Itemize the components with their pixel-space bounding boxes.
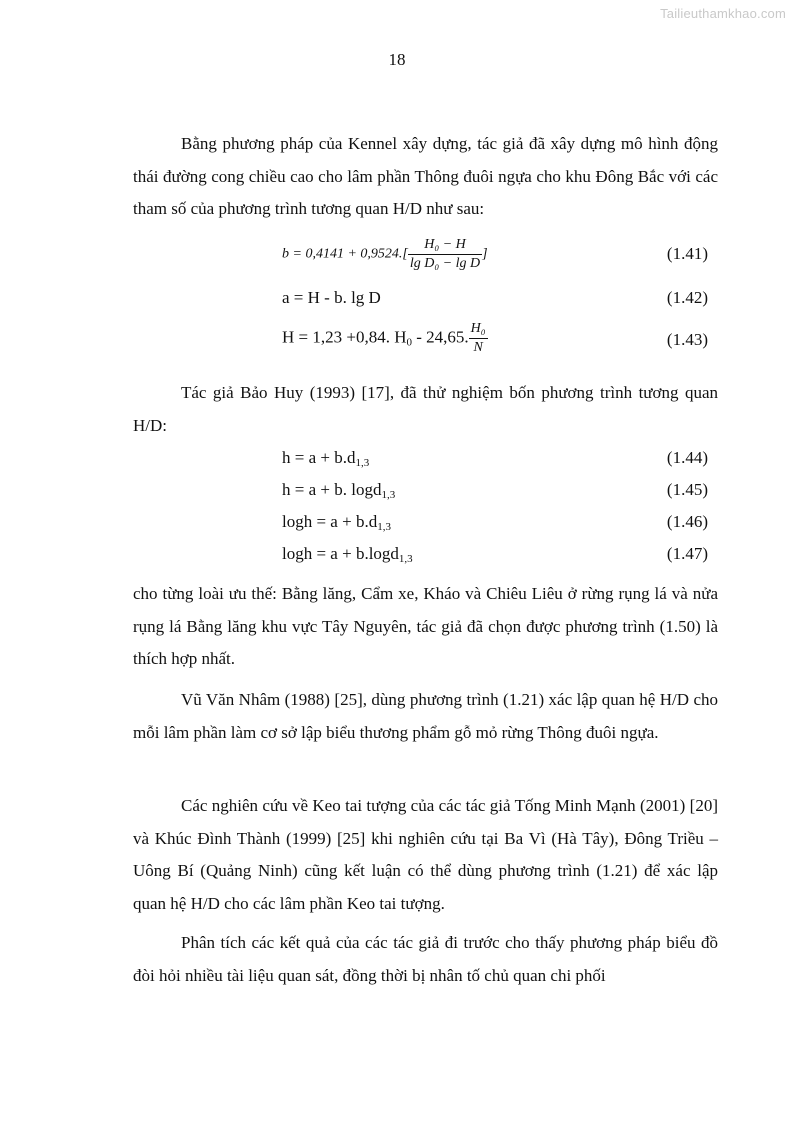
equation-1-41 xyxy=(282,234,718,271)
equation-number: (1.43) xyxy=(666,330,708,349)
equation-1-41-prefix: b = 0,4141 + 0,9524.[ xyxy=(282,246,408,262)
paragraph-bao-huy: Tác giả Bảo Huy (1993) [17], đã thử nghiệm bốn phương trình tương quan H/D: xyxy=(133,383,718,435)
equation-1-45 xyxy=(282,480,718,510)
paragraph-phan-tich: Phân tích các kết quả của các tác giả đi trước cho thấy phương pháp biểu đồ đòi hỏi nhiều tài liệu quan sát, đồng thời bị nhân tố chủ quan chi phối xyxy=(133,933,718,985)
paragraph-kennel: Bằng phương pháp của Kennel xây dựng, tác giả đã xây dựng mô hình động thái đường cong chiều cao cho lâm phần Thông đuôi ngựa cho khu Đông Bắc với các tham số của phương trình tương quan H/D như sau: xyxy=(133,134,718,218)
watermark: Tailieuthamkhao.com xyxy=(660,6,786,21)
equation-1-45-text: h = a + b. logd xyxy=(282,480,382,499)
equation-1-43-numerator: H₀ xyxy=(469,322,488,339)
equation-1-43-denominator: N xyxy=(473,340,483,355)
equation-1-47-sub: 1,3 xyxy=(398,553,413,565)
equation-1-44-text: h = a + b.d xyxy=(282,448,356,467)
equation-number: (1.46) xyxy=(666,512,708,531)
equation-1-41-fraction xyxy=(408,238,482,271)
equation-1-44-sub: 1,3 xyxy=(355,457,370,469)
equation-1-43-mid: - 24,65. xyxy=(411,327,469,347)
equation-1-46-text: logh = a + b.d xyxy=(282,512,378,531)
equation-1-46 xyxy=(282,512,718,542)
equation-1-42 xyxy=(282,288,718,318)
page-number: 18 xyxy=(388,50,406,69)
equation-1-43-sub: 0 xyxy=(406,336,412,349)
equation-1-47-text: logh = a + b.logd xyxy=(282,544,399,563)
equation-1-46-sub: 1,3 xyxy=(377,521,391,533)
equation-1-45-sub: 1,3 xyxy=(381,489,396,501)
equation-1-41-denominator: lg D₀ − lg D xyxy=(409,256,481,271)
paragraph-keo-tai-tuong: Các nghiên cứu về Keo tai tượng của các tác giả Tống Minh Mạnh (2001) [20] và Khúc Đình Thành (1999) [25] khi nghiên cứu tại Ba Vì (Hà Tây), Đông Triều – Uông Bí (Quảng Ninh) cũng kết luận có thể dùng phương trình (1.21) để xác lập quan hệ H/D cho các lâm phần Keo tai tượng. xyxy=(133,796,718,913)
equation-1-43-prefix: H = 1,23 +0,84. H xyxy=(282,327,407,347)
equation-1-41-numerator: H₀ − H xyxy=(408,238,482,255)
equation-number: (1.47) xyxy=(666,544,708,563)
equation-1-42-text: a = H - b. lg D xyxy=(282,288,381,307)
equation-number: (1.44) xyxy=(666,448,708,467)
equation-number: (1.45) xyxy=(666,480,708,499)
equation-number: (1.41) xyxy=(666,244,708,263)
equation-1-44 xyxy=(282,448,718,478)
equation-1-43-fraction xyxy=(469,322,488,355)
paragraph-vu-van-nham: Vũ Văn Nhâm (1988) [25], dùng phương trình (1.21) xác lập quan hệ H/D cho mỗi lâm phần làm cơ sở lập biểu thương phẩm gỗ mỏ rừng Thông đuôi ngựa. xyxy=(133,690,718,742)
equation-1-41-suffix: ] xyxy=(482,246,488,262)
paragraph-loai-uu-the: cho từng loài ưu thế: Bằng lăng, Cẩm xe, Kháo và Chiêu Liêu ở rừng rụng lá và nửa rụng lá Bằng lăng khu vực Tây Nguyên, tác giả đã chọn được phương trình (1.50) là thích hợp nhất. xyxy=(133,584,718,668)
equation-1-43 xyxy=(282,321,718,355)
equation-number: (1.42) xyxy=(666,288,708,307)
equation-1-47 xyxy=(282,544,718,574)
